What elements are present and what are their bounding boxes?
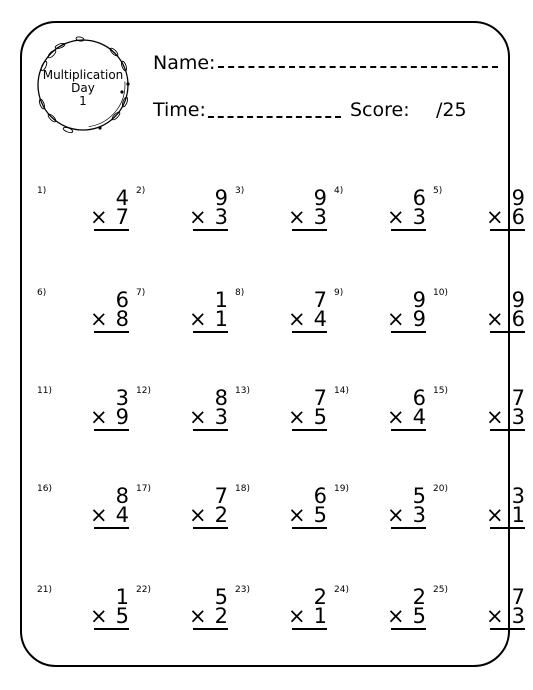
multiplier: 6 [511, 205, 525, 229]
problem-6 [30, 288, 129, 378]
multiplicand: 8 [115, 484, 129, 508]
problem-number: 11) [37, 386, 52, 396]
problem-14 [327, 386, 426, 476]
multiplicand: 9 [511, 186, 525, 210]
multiplier-row [465, 207, 525, 228]
multiplier-row [69, 606, 129, 627]
times-sign: × [288, 604, 306, 628]
times-sign: × [90, 307, 108, 331]
time-line[interactable] [208, 116, 341, 118]
times-sign: × [90, 604, 108, 628]
multiplicand: 6 [412, 386, 426, 410]
times-sign: × [288, 405, 306, 429]
multiplicand: 2 [313, 585, 327, 609]
answer-line[interactable] [490, 229, 525, 231]
problem-number: 20) [433, 484, 448, 494]
score-total: /25 [436, 99, 467, 121]
problem-7 [129, 288, 228, 378]
multiplicand: 7 [313, 386, 327, 410]
multiplicand: 8 [214, 386, 228, 410]
problem-5 [426, 186, 525, 276]
problem-3 [228, 186, 327, 276]
multiplicand: 3 [511, 484, 525, 508]
times-sign: × [486, 604, 504, 628]
problem-number: 16) [37, 484, 52, 494]
multiplier-row [267, 407, 327, 428]
problem-12 [129, 386, 228, 476]
problem-number: 14) [334, 386, 349, 396]
problem-20 [426, 484, 525, 574]
answer-line[interactable] [490, 331, 525, 333]
problem-number: 19) [334, 484, 349, 494]
problem-10 [426, 288, 525, 378]
problem-number: 13) [235, 386, 250, 396]
badge-title: Multiplication [42, 68, 124, 82]
multiplicand: 3 [115, 386, 129, 410]
multiplier-row [168, 407, 228, 428]
times-sign: × [189, 307, 207, 331]
problem-number: 4) [334, 186, 344, 196]
multiplicand: 7 [511, 585, 525, 609]
multiplier: 1 [313, 604, 327, 628]
multiplier-row [168, 606, 228, 627]
multiplier: 3 [412, 503, 426, 527]
multiplier-row [465, 407, 525, 428]
answer-line[interactable] [490, 429, 525, 431]
multiplier: 3 [313, 205, 327, 229]
problem-number: 10) [433, 288, 448, 298]
multiplier: 9 [412, 307, 426, 331]
multiplier-row [267, 505, 327, 526]
problem-18 [228, 484, 327, 574]
times-sign: × [90, 205, 108, 229]
name-line[interactable] [218, 66, 498, 68]
answer-line[interactable] [193, 229, 228, 231]
multiplier-row [69, 407, 129, 428]
answer-line[interactable] [391, 429, 426, 431]
answer-line[interactable] [292, 628, 327, 630]
multiplier: 3 [511, 604, 525, 628]
multiplier: 4 [412, 405, 426, 429]
multiplicand: 1 [115, 585, 129, 609]
multiplicand: 6 [115, 288, 129, 312]
answer-line[interactable] [391, 331, 426, 333]
times-sign: × [189, 503, 207, 527]
problem-number: 25) [433, 585, 448, 595]
times-sign: × [387, 307, 405, 331]
multiplicand: 9 [313, 186, 327, 210]
problem-19 [327, 484, 426, 574]
problem-number: 22) [136, 585, 151, 595]
multiplier-row [366, 505, 426, 526]
problem-number: 18) [235, 484, 250, 494]
multiplier: 2 [214, 604, 228, 628]
answer-line[interactable] [94, 229, 129, 231]
problem-number: 15) [433, 386, 448, 396]
multiplier: 1 [511, 503, 525, 527]
problem-21 [30, 585, 129, 675]
multiplicand: 6 [313, 484, 327, 508]
problem-number: 6) [37, 288, 47, 298]
multiplicand: 6 [412, 186, 426, 210]
times-sign: × [189, 405, 207, 429]
multiplier-row [69, 309, 129, 330]
answer-line[interactable] [292, 429, 327, 431]
times-sign: × [288, 503, 306, 527]
problem-number: 7) [136, 288, 146, 298]
problem-number: 5) [433, 186, 443, 196]
problem-number: 23) [235, 585, 250, 595]
times-sign: × [486, 405, 504, 429]
problem-1 [30, 186, 129, 276]
problem-11 [30, 386, 129, 476]
problem-4 [327, 186, 426, 276]
multiplier-row [366, 606, 426, 627]
multiplier-row [267, 309, 327, 330]
multiplicand: 9 [511, 288, 525, 312]
multiplier: 4 [115, 503, 129, 527]
multiplicand: 9 [214, 186, 228, 210]
multiplicand: 1 [214, 288, 228, 312]
times-sign: × [189, 205, 207, 229]
answer-line[interactable] [292, 527, 327, 529]
answer-line[interactable] [391, 229, 426, 231]
problem-number: 24) [334, 585, 349, 595]
time-label: Time: [153, 99, 206, 121]
multiplier-row [69, 505, 129, 526]
multiplier: 3 [214, 205, 228, 229]
times-sign: × [90, 405, 108, 429]
problem-number: 1) [37, 186, 47, 196]
multiplicand: 4 [115, 186, 129, 210]
problem-number: 2) [136, 186, 146, 196]
times-sign: × [387, 503, 405, 527]
problem-number: 12) [136, 386, 151, 396]
multiplicand: 7 [511, 386, 525, 410]
multiplicand: 9 [412, 288, 426, 312]
multiplier: 5 [313, 503, 327, 527]
badge-day: Day [71, 81, 95, 95]
times-sign: × [288, 205, 306, 229]
times-sign: × [387, 604, 405, 628]
multiplier: 3 [214, 405, 228, 429]
problem-8 [228, 288, 327, 378]
problem-number: 17) [136, 484, 151, 494]
answer-line[interactable] [193, 331, 228, 333]
multiplier: 5 [313, 405, 327, 429]
multiplier: 3 [412, 205, 426, 229]
answer-line[interactable] [292, 331, 327, 333]
problem-17 [129, 484, 228, 574]
multiplier-row [168, 309, 228, 330]
multiplier-row [366, 309, 426, 330]
times-sign: × [486, 503, 504, 527]
problem-number: 9) [334, 288, 344, 298]
multiplier-row [168, 505, 228, 526]
problem-15 [426, 386, 525, 476]
multiplicand: 5 [412, 484, 426, 508]
problem-13 [228, 386, 327, 476]
answer-line[interactable] [292, 229, 327, 231]
times-sign: × [288, 307, 306, 331]
multiplier: 5 [115, 604, 129, 628]
answer-line[interactable] [391, 527, 426, 529]
answer-line[interactable] [193, 429, 228, 431]
answer-line[interactable] [490, 527, 525, 529]
times-sign: × [387, 205, 405, 229]
answer-line[interactable] [193, 527, 228, 529]
multiplier: 9 [115, 405, 129, 429]
problem-25 [426, 585, 525, 675]
times-sign: × [90, 503, 108, 527]
multiplier-row [267, 207, 327, 228]
multiplier-row [465, 505, 525, 526]
answer-line[interactable] [94, 331, 129, 333]
multiplier: 3 [511, 405, 525, 429]
multiplicand: 2 [412, 585, 426, 609]
problem-2 [129, 186, 228, 276]
problem-16 [30, 484, 129, 574]
multiplier: 8 [115, 307, 129, 331]
multiplier: 5 [412, 604, 426, 628]
multiplier-row [69, 207, 129, 228]
multiplier-row [366, 407, 426, 428]
problem-number: 3) [235, 186, 245, 196]
multiplier-row [465, 309, 525, 330]
times-sign: × [189, 604, 207, 628]
multiplicand: 7 [313, 288, 327, 312]
multiplicand: 5 [214, 585, 228, 609]
day-badge [30, 69, 136, 108]
multiplicand: 7 [214, 484, 228, 508]
problem-24 [327, 585, 426, 675]
multiplier-row [366, 207, 426, 228]
multiplier-row [465, 606, 525, 627]
times-sign: × [387, 405, 405, 429]
problem-number: 8) [235, 288, 245, 298]
problem-23 [228, 585, 327, 675]
multiplier: 2 [214, 503, 228, 527]
answer-line[interactable] [94, 527, 129, 529]
answer-line[interactable] [490, 628, 525, 630]
times-sign: × [486, 205, 504, 229]
answer-line[interactable] [94, 429, 129, 431]
score-label: Score: [350, 99, 410, 121]
times-sign: × [486, 307, 504, 331]
badge-day-number: 1 [79, 94, 87, 108]
answer-line[interactable] [391, 628, 426, 630]
multiplier: 7 [115, 205, 129, 229]
name-label: Name: [153, 52, 216, 74]
multiplier: 6 [511, 307, 525, 331]
multiplier: 4 [313, 307, 327, 331]
multiplier-row [168, 207, 228, 228]
multiplier-row [267, 606, 327, 627]
problem-9 [327, 288, 426, 378]
problem-number: 21) [37, 585, 52, 595]
problem-22 [129, 585, 228, 675]
multiplier: 1 [214, 307, 228, 331]
answer-line[interactable] [94, 628, 129, 630]
answer-line[interactable] [193, 628, 228, 630]
